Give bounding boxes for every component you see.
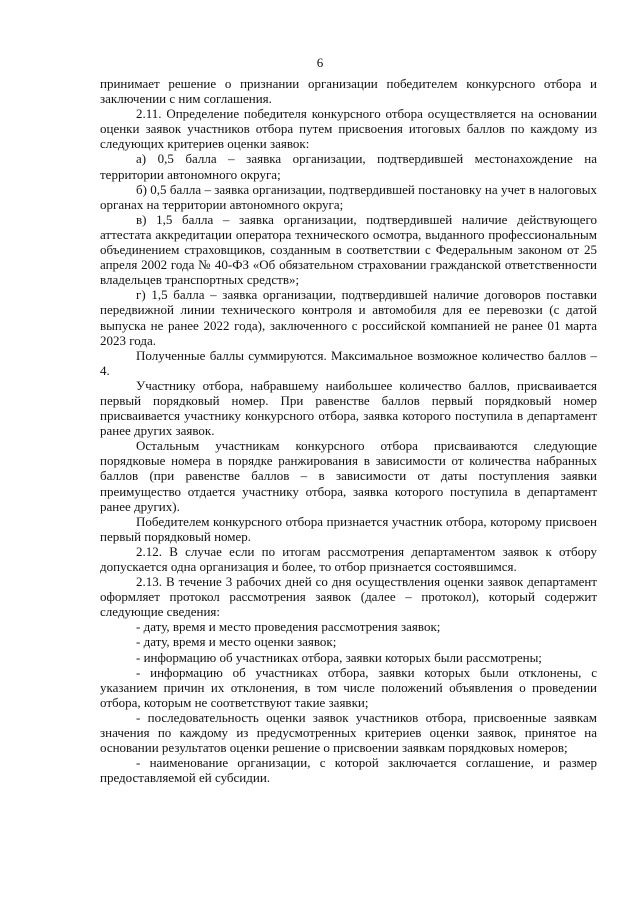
protocol-item: - дату, время и место оценки заявок; bbox=[136, 634, 337, 650]
criterion-a: а) 0,5 балла – заявка организации, подтвердившей местонахождение на территории автономного округа; bbox=[100, 151, 597, 182]
paragraph-continuation: принимает решение о признании организации победителем конкурсного отбора и заключении с ним соглашения. bbox=[100, 76, 597, 107]
paragraph-winner: Победителем конкурсного отбора признается участник отбора, которому присвоен первый порядковый номер. bbox=[100, 513, 597, 544]
protocol-item: - наименование организации, с которой заключается соглашение, и размер предоставляемой ей субсидии. bbox=[100, 755, 597, 786]
protocol-item: - информацию об участниках отбора, заявки которых были отклонены, с указанием причин их отклонения, в том числе положений объявления о проведении отбора, которым не соответствуют такие заявки; bbox=[100, 664, 597, 710]
paragraph-first-rank: Участнику отбора, набравшему наибольшее количество баллов, присваивается первый порядковый номер. При равенстве баллов первый порядковый номер присваивается участнику конкурсного отбора, заявка которого поступила в департамент ранее других заявок. bbox=[100, 377, 597, 439]
protocol-item: - информацию об участниках отбора, заявки которых были рассмотрены; bbox=[136, 649, 542, 665]
paragraph-score-sum: Полученные баллы суммируются. Максимальное возможное количество баллов – 4. bbox=[100, 347, 597, 378]
protocol-item: - дату, время и место проведения рассмотрения заявок; bbox=[136, 619, 441, 635]
paragraph-2-12: 2.12. В случае если по итогам рассмотрения департаментом заявок к отбору допускается одна организация и более, то отбор признается состоявшимся. bbox=[100, 543, 597, 574]
criterion-v: в) 1,5 балла – заявка организации, подтвердившей наличие действующего аттестата аккредитации оператора технического осмотра, выданного профессиональным объединением страховщиков, созданным в соответствии с Федеральным законом от 25 апреля 2002 года № 40-ФЗ «Об обязательном страховании гражданской ответственности владельцев транспортных средств»; bbox=[100, 211, 597, 288]
criterion-g: г) 1,5 балла – заявка организации, подтвердившей наличие договоров поставки передвижной линии технического контроля и автомобиля для ее перевозки (с датой выпуска не ранее 2022 года), заключенного с российской компанией не ранее 01 марта 2023 года. bbox=[100, 287, 597, 348]
protocol-item: - последовательность оценки заявок участников отбора, присвоенные заявкам значения по каждому из предусмотренных критериев оценки заявок, принятое на основании результатов оценки решение о присвоении заявкам порядковых номеров; bbox=[100, 709, 597, 756]
criterion-b: б) 0,5 балла – заявка организации, подтвердившей постановку на учет в налоговых органах на территории автономного округа; bbox=[100, 181, 597, 212]
paragraph-other-ranks: Остальным участникам конкурсного отбора присваиваются следующие порядковые номера в порядке ранжирования в зависимости от количества набранных баллов (при равенстве баллов – в зависимости от даты поступления заявки преимущество отдается участнику отбора, заявка которого поступила в департамент ранее других). bbox=[100, 438, 597, 514]
paragraph-2-13: 2.13. В течение 3 рабочих дней со дня осуществления оценки заявок департамент оформляет протокол рассмотрения заявок (далее – протокол), который содержит следующие сведения: bbox=[100, 574, 597, 620]
document-body bbox=[100, 76, 597, 785]
page-number: 6 bbox=[316, 55, 324, 70]
paragraph-2-11: 2.11. Определение победителя конкурсного отбора осуществляется на основании оценки заявок участников отбора путем присвоения итоговых баллов по каждому из следующих критериев оценки заявок: bbox=[100, 106, 597, 152]
